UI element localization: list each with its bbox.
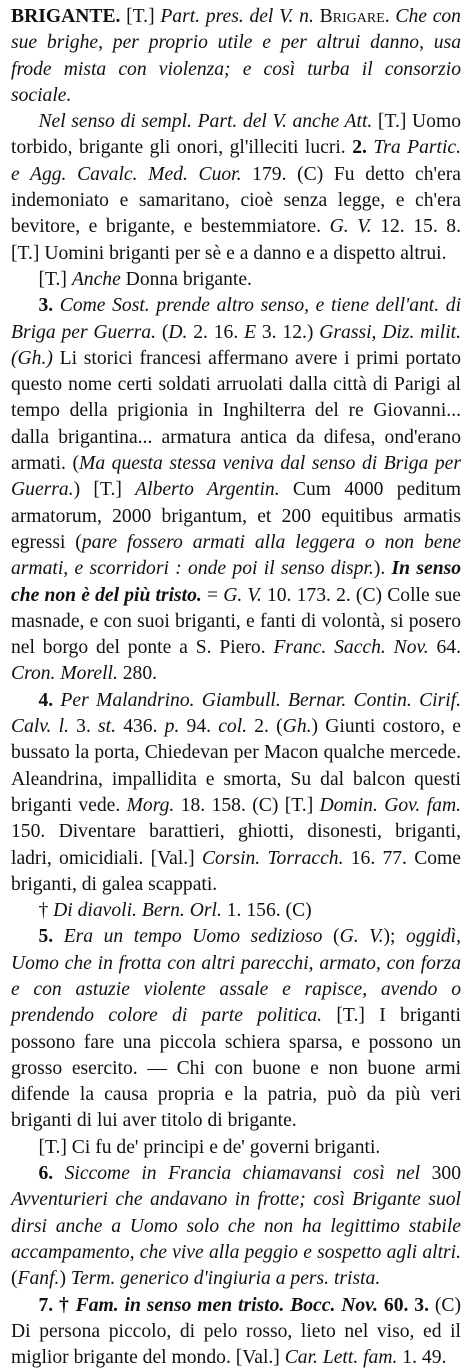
entry-text-run: [T.] I briganti possono fare una piccola schiera sparsa, e possono un grosso esercito. — Chi con buone e non buone armi difende la causa propria e la patria, può da più veri briganti di lui aver titolo di brigante. (11, 1005, 461, 1132)
entry-text-run: Gh. (282, 716, 312, 738)
entry-text-run: st. (98, 716, 117, 738)
entry-text-run: 2. ( (247, 716, 283, 738)
entry-text-run: Morg. (126, 794, 175, 816)
entry-text-run: [T.] (38, 268, 72, 290)
entry-text-run: Fam. in senso men tristo. (75, 1294, 285, 1316)
entry-text-run: 64. (428, 637, 461, 659)
entry-sense-paragraph (11, 898, 461, 924)
entry-text-run: 6. (38, 1163, 65, 1185)
entry-text-run: 436. (116, 716, 165, 738)
entry-text-run: 4. (38, 689, 61, 711)
entry-text-run: Cum 4000 peditum armatorum, 2000 brigantum, et 200 equitibus armatis egressi ( (11, 479, 461, 553)
entry-text-run: Tra Partic. e Agg. Cavalc. Med. Cuor. (11, 137, 461, 185)
entry-text-run: 150. Diventare barattieri, ghiotti, disonesti, briganti, ladri, omicidiali. [Val.] (11, 821, 461, 869)
entry-text-run: ( (11, 1268, 18, 1290)
entry-text-run: E (244, 321, 257, 343)
entry-text-run: Franc. Sacch. Nov. (273, 637, 429, 659)
entry-sense-paragraph (11, 267, 461, 293)
entry-text-run: 60. 3. (378, 1294, 435, 1316)
entry-text-run: ). (373, 558, 392, 580)
entry-text-run: Donna brigante. (120, 268, 252, 290)
entry-text-run: G. V. (223, 584, 262, 606)
entry-text-run: Bocc. Nov. (290, 1294, 379, 1316)
entry-text-run: Era un tempo Uomo sedizioso (63, 926, 323, 948)
entry-text-run: . (384, 6, 396, 27)
entry-text-run: p. (164, 716, 180, 738)
entry-text-run: Brigare (319, 6, 385, 27)
entry-text-run: D. (168, 321, 188, 343)
entry-text-run: 5. (38, 926, 64, 948)
entry-sense-paragraph (11, 924, 461, 1134)
entry-text-run: [T.] Ci fu de' principi e de' governi briganti. (38, 1136, 381, 1158)
entry-definition-paragraph (11, 4, 461, 109)
entry-text-run: ) Giunti costoro, e bussato la porta, Chiedevan per Macon qualche mercede. Aleandrina, impallidita e smorta, Su dal balcon questi briganti vede. (11, 716, 461, 816)
entry-text-run: Cron. Morell. (11, 663, 118, 685)
entry-text-run: ( (322, 926, 340, 948)
entry-text-run: Car. Lett. fam. (284, 1347, 398, 1369)
entry-text-run: Siccome in Francia chiamavansi così nel (64, 1163, 421, 1185)
entry-text-run: Li storici francesi affermano avere i primi portato questo nome certi soldati arruolati dalla città di Parigi al tempo della prigionia in Inghilterra del re Giovanni... dalla brigantina... armatura antica da difesa, ond'erano armati. ( (11, 347, 461, 475)
entry-text-run: 10. 173. 2. (C) Colle sue masnade, e con suoi briganti, e fanti di volontà, si posero nel borgo del ponte a S. Piero. (11, 584, 461, 659)
entry-text-run: oggidì, Uomo che in frotta con altri parecchi, armato, con forza e con astuzie violente assale e rapisce, avendo o prendendo colore di parte politica. (11, 926, 461, 1027)
entry-text-run: 3. (38, 295, 60, 317)
entry-text-run: 12. 15. 8. [T.] Uomini briganti per sè e a danno e a dispetto altrui. (11, 216, 462, 264)
entry-text-run: [T.] Uomo torbido, brigante gli onori, gl'illeciti lucri. (11, 111, 462, 159)
entry-text-run: (C) Di persona piccolo, di pelo rosso, lieto nel viso, ed il miglior brigante del mondo. [Val.] (11, 1294, 461, 1369)
entry-text-run: Part. pres. del V. n. (160, 6, 320, 27)
entry-text-run: 7. † (38, 1294, 76, 1316)
entry-text-run: 3. 12.) (256, 321, 320, 343)
entry-sense-paragraph (11, 1293, 461, 1371)
entry-sense-paragraph (11, 688, 461, 898)
entry-sense-paragraph (11, 1135, 461, 1161)
headword: BRIGANTE. (11, 6, 121, 27)
entry-text-run: 3. (68, 716, 99, 738)
entry-text-run: 2. (352, 137, 374, 159)
entry-text-run: ) [T.] (73, 479, 136, 501)
entry-text-run: 2. 16. (187, 321, 245, 343)
entry-text-run: Che con sue brighe, per proprio utile e per altrui danno, usa frode mista con violenza; e così turba il consorzio sociale. (11, 6, 461, 106)
entry-text-run: 1. 156. (C) (221, 900, 312, 922)
entry-text-run: = (201, 584, 224, 606)
entry-text-run: 1. 49. (397, 1347, 447, 1369)
entry-text-run: 300 (420, 1163, 461, 1185)
entry-text-run: Grassi, Diz. milit. (Gh.) (11, 321, 462, 369)
entry-text-run: [T.] (120, 6, 161, 27)
entry-text-run: † (38, 900, 54, 922)
entry-text-run: Ma questa stessa veniva dal senso di Briga per Guerra. (11, 453, 461, 501)
entry-text-run: Domin. Gov. fam. (319, 794, 461, 816)
entry-sense-paragraph (11, 293, 461, 687)
entry-text-run: 179. (C) Fu detto ch'era indemoniato e samaritano, cioè senza legge, e ch'era bevitore, e brigante, e bestemmiatore. (11, 163, 461, 238)
entry-text-run: 94. (179, 716, 219, 738)
entry-text-run: Per Malandrino. Giambull. Bernar. Contin. Cirif. Calv. l. (11, 689, 461, 738)
entry-text-run: ); (383, 926, 407, 948)
entry-text-run: Corsin. Torracch. (201, 847, 344, 869)
entry-text-run: Di diavoli. Bern. Orl. (53, 900, 222, 922)
entry-text-run: ) (59, 1268, 71, 1290)
entry-text-run: In senso che non è del più tristo. (11, 558, 462, 606)
entry-text-run: col. (218, 716, 248, 738)
entry-sense-paragraph (11, 1161, 461, 1292)
entry-text-run: G. V. (329, 216, 372, 238)
entry-text-run: 16. 77. Come briganti, di galea scappati. (11, 847, 461, 895)
entry-text-run: Term. generico d'ingiuria a pers. trista. (70, 1268, 381, 1290)
entry-text-run: 18. 158. (C) [T.] (174, 794, 320, 816)
entry-sense-paragraph (11, 109, 461, 267)
entry-text-run: Nel senso di sempl. Part. del V. anche Att. (38, 111, 373, 133)
entry-text-run: pare fossero armati alla leggera o non bene armati, e scorridori : onde poi il senso dispr. (11, 531, 461, 580)
entry-text-run: 280. (117, 663, 158, 685)
entry-text-run: G. V. (339, 926, 384, 948)
dictionary-entry-brigante (11, 4, 461, 1371)
entry-text-run: Anche (71, 268, 121, 290)
entry-text-run: ( (156, 321, 169, 343)
entry-text-run: Alberto Argentin. (135, 479, 280, 501)
entry-text-run: Come Sost. prende altro senso, e tiene dell'ant. di Briga per Guerra. (11, 295, 462, 343)
entry-text-run: Fanf. (17, 1268, 60, 1290)
entry-text-run: Avventurieri che andavano in frotte; così Brigante suol dirsi anche a Uomo solo che non ha legittimo stabile accampamento, che vive alla peggio e sospetto agli altri. (11, 1189, 461, 1263)
